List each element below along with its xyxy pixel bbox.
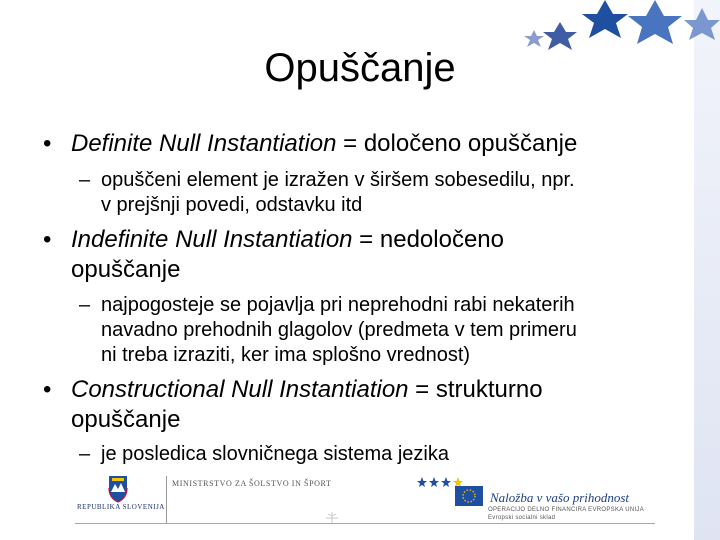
term-definition: = nedoločeno [352, 226, 504, 253]
sub-bullet-line: najpogosteje se pojavlja pri neprehodni rabi nekaterih [101, 294, 575, 316]
country-label: REPUBLIKA SLOVENIJA [77, 503, 165, 511]
cofinance-line: Evropski socialni sklad [488, 515, 556, 521]
dash-marker: – [79, 443, 91, 465]
sub-bullet-line: opuščeni element je izražen v širšem sobesedilu, npr. [101, 169, 575, 191]
cofinance-line: OPERACIJO DELNO FINANCIRA EVROPSKA UNIJA [488, 507, 645, 513]
term-name: Constructional Null Instantiation [71, 376, 409, 403]
term-name: Definite Null Instantiation [71, 130, 337, 157]
dash-marker: – [79, 294, 91, 316]
star-icon [684, 8, 720, 40]
eu-flag-icon [455, 486, 483, 506]
term-definition-continued: opuščanje [71, 406, 181, 433]
term-definition: = določeno opuščanje [336, 130, 578, 157]
sub-bullet-line: ni treba izraziti, ker ima splošno vrednost) [101, 344, 471, 366]
term-name: Indefinite Null Instantiation [71, 226, 353, 253]
dash-marker: – [79, 169, 91, 191]
footer-divider [75, 523, 655, 524]
bullet-marker: • [43, 226, 52, 253]
coat-of-arms-icon [77, 474, 159, 524]
term-definition: = strukturno [408, 376, 543, 403]
ministry-label: MINISTRSTVO ZA ŠOLSTVO IN ŠPORT [172, 479, 332, 488]
star-icon [628, 0, 682, 44]
term-definition-continued: opuščanje [71, 256, 181, 283]
logo-divider [166, 476, 167, 524]
star-icon [582, 0, 628, 38]
sub-bullet-line: je posledica slovničnega sistema jezika [101, 443, 449, 465]
sub-bullet-line: navadno prehodnih glagolov (predmeta v tem primeru [101, 319, 577, 341]
sub-bullet-line: v prejšnji povedi, odstavku itd [101, 194, 363, 216]
cofinance-label [488, 506, 644, 522]
bullet-marker: • [43, 376, 52, 403]
slide-title: Opuščanje [264, 46, 456, 90]
slogan-label: Naložba v vašo prihodnost [490, 490, 630, 505]
bullet-marker: • [43, 130, 52, 157]
